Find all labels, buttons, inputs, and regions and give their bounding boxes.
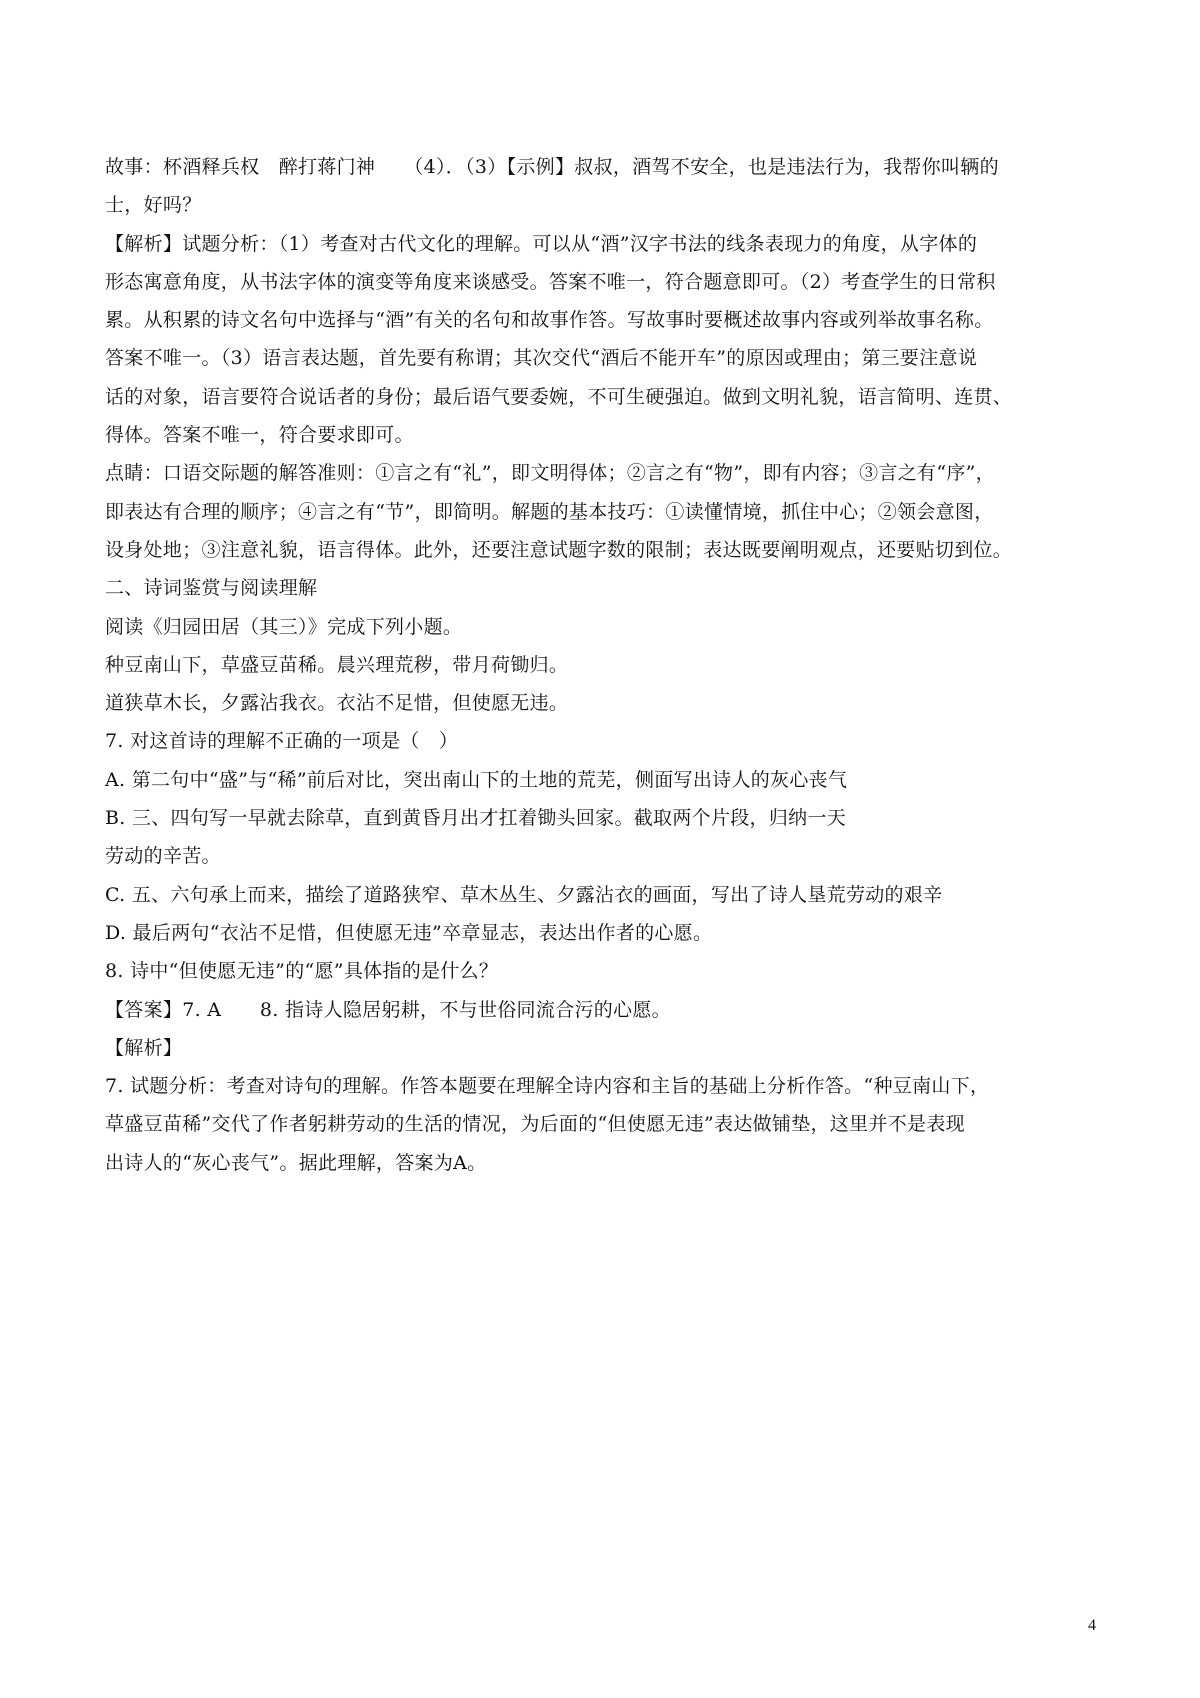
analysis-line: 答案不唯一。（3）语言表达题，首先要有称谓；其次交代“酒后不能开车”的原因或理由；第三要注意说: [105, 347, 978, 370]
answer-key: 【答案】7. A 8. 指诗人隐居躬耕，不与世俗同流合污的心愿。: [105, 998, 671, 1021]
analysis-line: 7. 试题分析：考查对诗句的理解。作答本题要在理解全诗内容和主旨的基础上分析作答。“种豆南山下，: [105, 1075, 990, 1098]
analysis-line: 形态寓意角度，从书法字体的演变等角度来谈感受。答案不唯一，符合题意即可。（2）考查学生的日常积: [105, 270, 996, 293]
question-7: 7. 对这首诗的理解不正确的一项是（ ）: [105, 730, 459, 753]
question-8: 8. 诗中“但使愿无违”的“愿”具体指的是什么？: [105, 960, 499, 983]
analysis-line: 出诗人的“灰心丧气”。据此理解，答案为A。: [105, 1151, 487, 1174]
analysis-line: 得体。答案不唯一，符合要求即可。: [105, 424, 414, 447]
option-d: D. 最后两句“衣沾不足惜，但使愿无违”卒章显志，表达出作者的心愿。: [105, 921, 713, 944]
poem-line: 道狭草木长，夕露沾我衣。衣沾不足惜，但使愿无违。: [105, 692, 569, 715]
analysis-heading: 【解析】: [105, 1036, 183, 1059]
analysis-line: 草盛豆苗稀”交代了作者躬耕劳动的生活的情况，为后面的“但使愿无违”表达做铺垫，这里并不是表现: [105, 1113, 965, 1136]
section-heading: 二、诗词鉴赏与阅读理解: [105, 577, 318, 600]
option-a: A. 第二句中“盛”与“稀”前后对比，突出南山下的土地的荒芜，侧面写出诗人的灰心丧气: [105, 768, 848, 791]
answer-line: 士，好吗？: [105, 194, 202, 217]
answer-line: 故事：杯酒释兵权 醉打蒋门神 （4）．（3）【示例】叔叔，酒驾不安全，也是违法行为，我帮你叫辆的: [105, 156, 999, 178]
option-b-continued: 劳动的辛苦。: [105, 845, 221, 868]
option-b: B. 三、四句写一早就去除草，直到黄昏月出才扛着锄头回家。截取两个片段，归纳一天: [105, 807, 847, 830]
analysis-line: 【解析】试题分析：（1）考查对古代文化的理解。可以从“酒”汉字书法的线条表现力的角度，从字体的: [105, 232, 978, 255]
analysis-line: 累。从积累的诗文名句中选择与“酒”有关的名句和故事作答。写故事时要概述故事内容或列举故事名称。: [105, 309, 994, 332]
option-c: C. 五、六句承上而来，描绘了道路狭窄、草木丛生、夕露沾衣的画面，写出了诗人垦荒劳动的艰辛: [105, 883, 943, 906]
analysis-line: 话的对象，语言要符合说话者的身份；最后语气要委婉，不可生硬强迫。做到文明礼貌，语言简明、连贯、: [105, 385, 1013, 408]
page-number: 4: [1088, 1617, 1096, 1634]
page-content: [105, 148, 1095, 1182]
tip-line: 即表达有合理的顺序；④言之有“节”，即简明。解题的基本技巧：①读懂情境，抓住中心；②领会意图，: [105, 500, 994, 523]
tip-line: 设身处地；③注意礼貌，语言得体。此外，还要注意试题字数的限制；表达既要阐明观点，还要贴切到位。: [105, 538, 1013, 561]
tip-line: 点睛：口语交际题的解答准则：①言之有“礼”，即文明得体；②言之有“物”，即有内容；③言之有“序”，: [105, 462, 995, 485]
reading-instruction: 阅读《归园田居（其三）》完成下列小题。: [105, 615, 463, 638]
poem-line: 种豆南山下，草盛豆苗稀。晨兴理荒秽，带月荷锄归。: [105, 653, 569, 676]
